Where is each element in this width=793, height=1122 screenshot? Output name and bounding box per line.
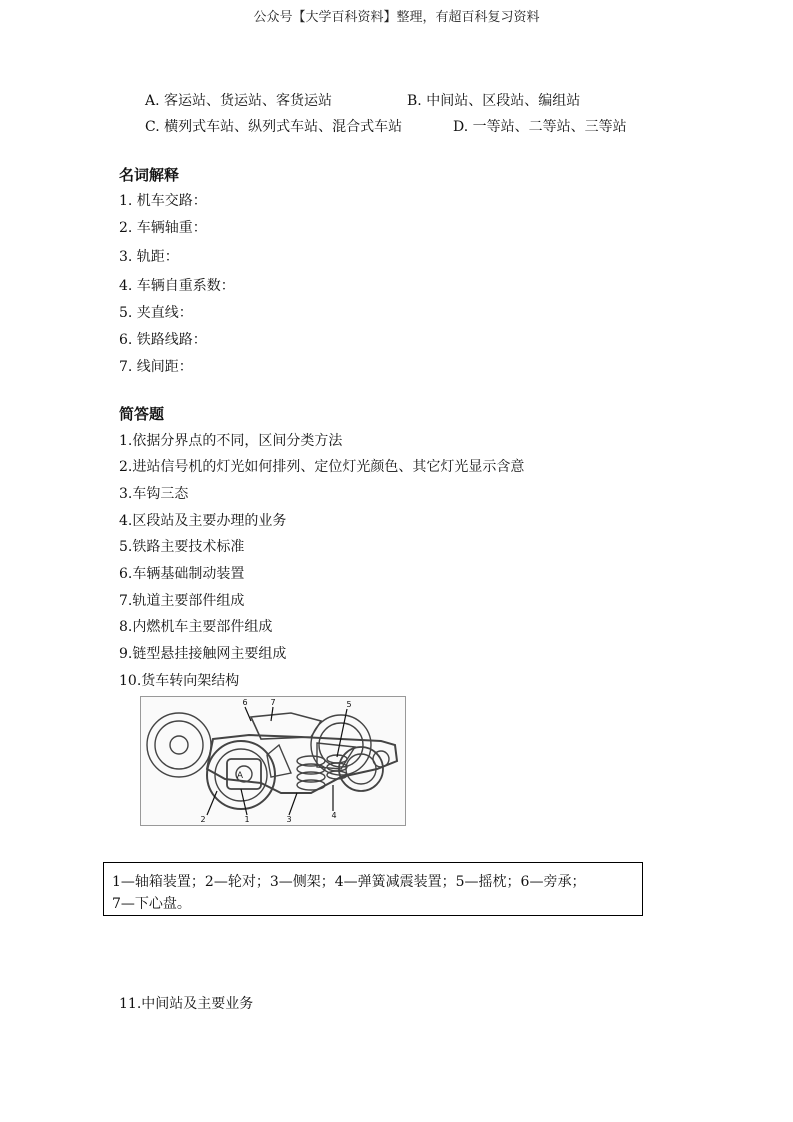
label-2: 2 (200, 815, 206, 824)
question-item: 8.内燃机车主要部件组成 (119, 619, 273, 635)
bogie-diagram (140, 696, 406, 826)
term-item: 6. 铁路线路： (119, 332, 207, 348)
short-answer-section-title: 简答题 (119, 405, 165, 423)
caption-line-2: 7—下心盘。 (112, 896, 191, 912)
option-a: A. 客运站、货运站、客货运站 (145, 93, 333, 109)
question-item: 4.区段站及主要办理的业务 (119, 513, 287, 529)
label-7: 7 (270, 698, 276, 707)
option-b: B. 中间站、区段站、编组站 (407, 93, 581, 109)
question-item: 2.进站信号机的灯光如何排列、定位灯光颜色、其它灯光显示含意 (119, 459, 525, 475)
term-item: 7. 线间距： (119, 359, 193, 375)
term-item: 1. 机车交路： (119, 193, 207, 209)
label-5: 5 (346, 700, 352, 709)
page-header: 公众号【大学百科资料】整理，有超百科复习资料 (253, 10, 540, 25)
question-item: 3.车钩三态 (119, 486, 189, 502)
terms-section-title: 名词解释 (119, 166, 180, 184)
label-1: 1 (244, 815, 250, 824)
question-item: 11.中间站及主要业务 (119, 996, 254, 1012)
question-item: 9.链型悬挂接触网主要组成 (119, 646, 287, 662)
question-item: 10.货车转向架结构 (119, 673, 240, 689)
question-item: 7.轨道主要部件组成 (119, 593, 245, 609)
term-item: 4. 车辆自重系数： (119, 278, 235, 294)
figure-caption-box (103, 862, 643, 916)
term-item: 2. 车辆轴重： (119, 220, 207, 236)
label-6: 6 (242, 698, 248, 707)
term-item: 3. 轨距： (119, 249, 179, 265)
svg-text:A: A (236, 771, 244, 781)
caption-line-1: 1—轴箱装置；2—轮对；3—侧架；4—弹簧减震装置；5—摇枕；6—旁承； (112, 874, 586, 890)
label-3: 3 (286, 815, 292, 824)
label-4: 4 (331, 811, 337, 820)
option-c: C. 横列式车站、纵列式车站、混合式车站 (145, 119, 403, 135)
term-item: 5. 夹直线： (119, 305, 193, 321)
question-item: 6.车辆基础制动装置 (119, 566, 245, 582)
question-item: 5.铁路主要技术标准 (119, 539, 245, 555)
question-item: 1.依据分界点的不同，区间分类方法 (119, 433, 343, 449)
bogie-drawing (141, 697, 405, 825)
option-d: D. 一等站、二等站、三等站 (453, 119, 627, 135)
